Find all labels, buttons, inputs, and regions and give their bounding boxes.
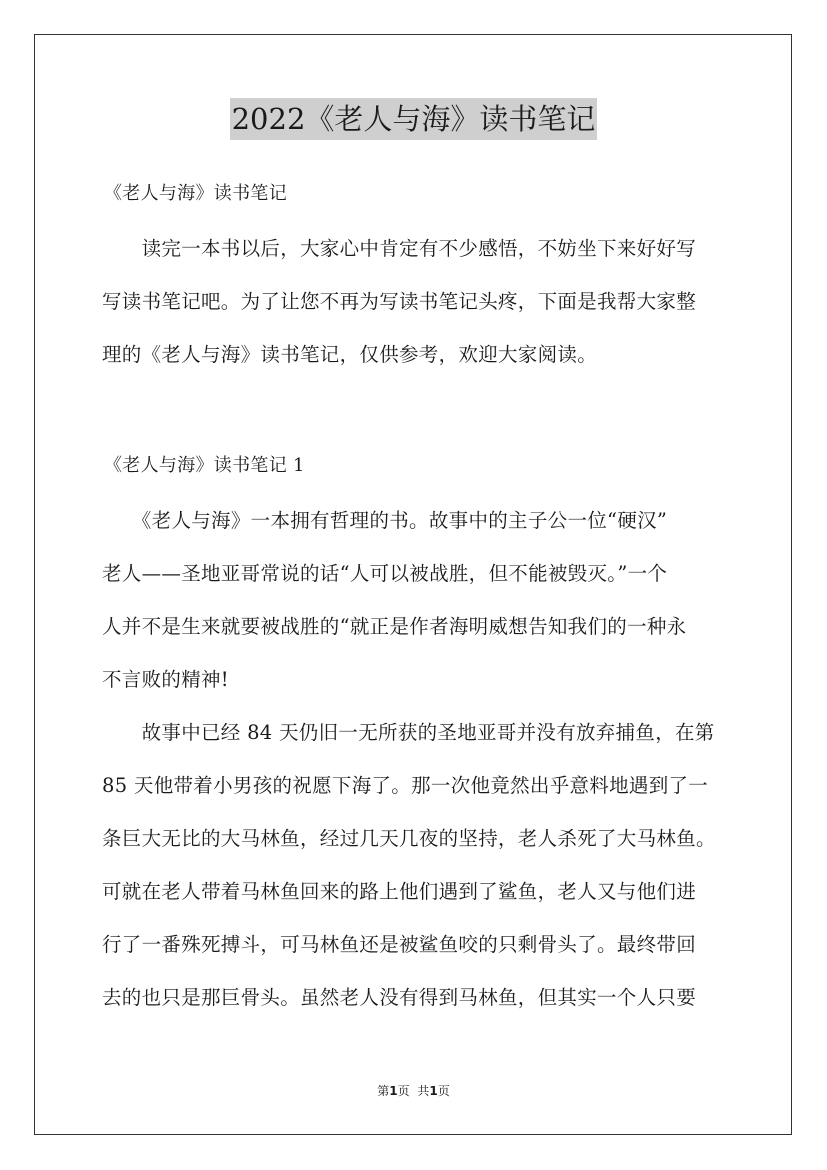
para2-line-2: 85 天他带着小男孩的祝愿下海了。那一次他竟然出乎意料地遇到了一	[102, 774, 709, 797]
footer-total-pages: 1	[429, 1084, 438, 1098]
intro-line-1: 读完一本书以后，大家心中肯定有不少感悟，不妨坐下来好好写	[102, 237, 697, 260]
para1-line-1: 《老人与海》一本拥有哲理的书。故事中的主子公一位“硬汉”	[102, 509, 668, 532]
intro-line-2: 写读书笔记吧。为了让您不再为写读书笔记头疼，下面是我帮大家整	[102, 290, 697, 313]
para1-line-2: 老人——圣地亚哥常说的话“人可以被战胜，但不能被毁灭。”一个	[102, 562, 668, 585]
document-title: 2022《老人与海》读书笔记	[230, 98, 598, 140]
para1-line-3: 人并不是生来就要被战胜的“就正是作者海明威想告知我们的一种永	[102, 615, 687, 638]
title-container	[0, 98, 827, 140]
footer-total-suffix: 页	[437, 1084, 450, 1098]
footer-page-number: 1	[389, 1084, 398, 1098]
footer-page-suffix: 页	[397, 1084, 410, 1098]
intro-line-3: 理的《老人与海》读书笔记，仅供参考，欢迎大家阅读。	[102, 343, 598, 366]
footer-total-prefix: 共	[417, 1084, 430, 1098]
para2-line-3: 条巨大无比的大马林鱼，经过几天几夜的坚持，老人杀死了大马林鱼。	[102, 827, 716, 850]
para2-line-6: 去的也只是那巨骨头。虽然老人没有得到马林鱼，但其实一个人只要	[102, 986, 697, 1009]
para2-line-1: 故事中已经 84 天仍旧一无所获的圣地亚哥并没有放弃捕鱼，在第	[102, 721, 715, 744]
footer-page-prefix: 第	[377, 1084, 390, 1098]
section-heading-2: 《老人与海》读书笔记 1	[104, 455, 305, 476]
para2-line-4: 可就在老人带着马林鱼回来的路上他们遇到了鲨鱼，老人又与他们进	[102, 880, 697, 903]
para2-line-5: 行了一番殊死搏斗，可马林鱼还是被鲨鱼咬的只剩骨头了。最终带回	[102, 933, 697, 956]
page-footer	[0, 1082, 827, 1100]
section-heading-1: 《老人与海》读书笔记	[104, 183, 287, 204]
para1-line-4: 不言败的精神!	[102, 668, 229, 691]
